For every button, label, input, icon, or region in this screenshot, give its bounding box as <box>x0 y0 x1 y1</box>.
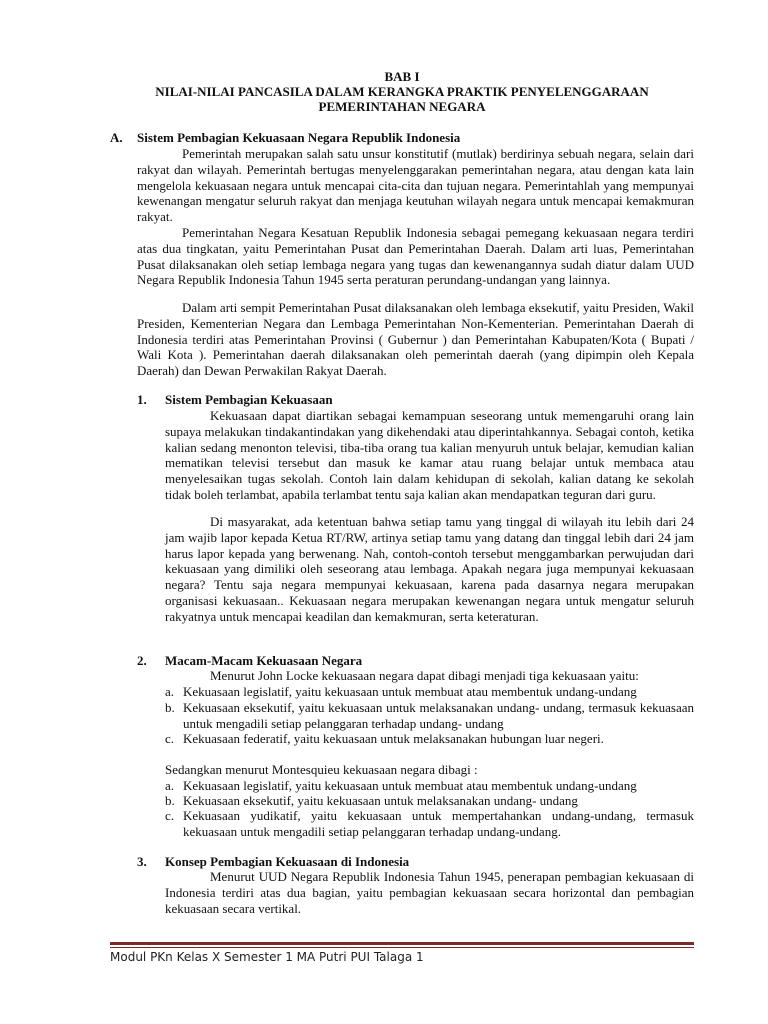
list-item <box>165 793 694 809</box>
chapter-label: BAB I <box>384 69 420 84</box>
footer-rule-thin <box>110 947 694 948</box>
section-a-paragraph-1: Pemerintah merupakan salah satu unsur konstitutif (mutlak) berdirinya sebuah negara, selain dari rakyat dan wilayah. Pemerintah bertugas menyelenggarakan pemerintahan negara, atau dengan kata lain mengelola kekuasaan negara untuk mencapai cita-cita dan tujuan negara. Pemerintahlah yang mempunyai kewenangan mengatur seluruh rakyat dan menjaga keutuhan wilayah negara untuk mencapai kemakmuran rakyat. <box>137 146 694 225</box>
footer-rule-thick <box>110 942 694 945</box>
list-marker: b. <box>165 793 175 808</box>
list-item <box>165 684 694 700</box>
chapter-title-line2: PEMERINTAHAN NEGARA <box>318 99 486 114</box>
list-marker: b. <box>165 700 175 715</box>
list-marker: a. <box>165 684 175 699</box>
list-item <box>165 778 694 794</box>
list-marker: c. <box>165 808 175 823</box>
sub2-intro: Menurut John Locke kekuasaan negara dapat dibagi menjadi tiga kekuasaan yaitu: <box>210 668 639 683</box>
list-text: Kekuasaan eksekutif, yaitu kekuasaan untuk melaksanakan undang- undang, termasuk kekuasaan untuk mengadili setiap pelanggaran terhadap undang- undang <box>183 700 694 731</box>
chapter-title-line1: NILAI-NILAI PANCASILA DALAM KERANGKA PRAKTIK PENYELENGGARAAN <box>155 84 649 99</box>
list-item <box>165 731 694 747</box>
section-a-number: A. <box>110 130 123 145</box>
sub3-paragraph: Menurut UUD Negara Republik Indonesia Tahun 1945, penerapan pembagian kekuasaan di Indonesia terdiri atas dua bagian, yaitu pembagian kekuasaan secara horizontal dan pembagian kekuasaan secara vertikal. <box>165 869 694 916</box>
section-a-paragraph-3: Dalam arti sempit Pemerintahan Pusat dilaksanakan oleh lembaga eksekutif, yaitu Presiden, Wakil Presiden, Kementerian Negara dan Lembaga Pemerintahan Non-Kementerian. Pemerintahan Daerah di Indonesia terdiri atas Pemerintahan Provinsi ( Gubernur ) dan Pemerintahan Kabupaten/Kota ( Bupati / Wali Kota ). Pemerintahan daerah dilaksanakan oleh pemerintah daerah (yang dipimpin oleh Kepala Daerah) dan Dewan Perwakilan Rakyat Daerah. <box>137 300 694 379</box>
list-text: Kekuasaan legislatif, yaitu kekuasaan untuk membuat atau membentuk undang-undang <box>183 778 637 793</box>
sub1-heading: Sistem Pembagian Kekuasaan <box>165 392 333 407</box>
section-a-paragraph-2: Pemerintahan Negara Kesatuan Republik Indonesia sebagai pemegang kekuasaan negara terdiri atas dua tingkatan, yaitu Pemerintahan Pusat dan Pemerintahan Daerah. Dalam arti luas, Pemerintahan Pusat dilaksanakan oleh setiap lembaga negara yang tugas dan kewenangannya sudah diatur dalam UUD Negara Republik Indonesia Tahun 1945 serta peraturan perundang-undangan yang lainnya. <box>137 225 694 288</box>
list-marker: c. <box>165 731 175 746</box>
footer-page-number: 1 <box>416 950 424 964</box>
montesquieu-intro: Sedangkan menurut Montesquieu kekuasaan negara dibagi : <box>165 762 478 777</box>
sub3-number: 3. <box>137 854 147 869</box>
list-text: Kekuasaan yudikatif, yaitu kekuasaan untuk mempertahankan undang-undang, termasuk kekuasaan untuk mengadili setiap pelanggaran terhadap undang-undang. <box>183 808 694 839</box>
list-item <box>165 700 694 732</box>
page-footer <box>110 950 424 964</box>
sub1-paragraph-2: Di masyarakat, ada ketentuan bahwa setiap tamu yang tinggal di wilayah itu lebih dari 24 jam wajib lapor kepada Ketua RT/RW, artinya setiap tamu yang datang dan tinggal lebih dari 24 jam harus lapor kepada yang berwenang. Nah, contoh-contoh tersebut menggambarkan perwujudan dari kekuasaan yang dimiliki oleh seseorang atau lembaga. Apakah negara juga mempunyai kekuasaan negara? Tentu saja negara mempunyai kekuasaan, karena pada dasarnya negara merupakan organisasi kekuasaan.. Kekuasaan negara merupakan kewenangan negara untuk mengatur seluruh rakyatnya untuk mencapai keadilan dan kemakmuran, serta keteraturan. <box>165 514 694 624</box>
sub2-heading: Macam-Macam Kekuasaan Negara <box>165 653 363 668</box>
sub3-heading: Konsep Pembagian Kekuasaan di Indonesia <box>165 854 410 869</box>
sub1-number: 1. <box>137 392 147 407</box>
section-a-title: Sistem Pembagian Kekuasaan Negara Republik Indonesia <box>137 130 461 145</box>
list-text: Kekuasaan eksekutif, yaitu kekuasaan untuk melaksanakan undang- undang <box>183 793 578 808</box>
list-item <box>165 808 694 840</box>
list-text: Kekuasaan federatif, yaitu kekuasaan untuk melaksanakan hubungan luar negeri. <box>183 731 604 746</box>
footer-module-label: Modul PKn Kelas X Semester 1 MA Putri PUI Talaga <box>110 950 413 964</box>
sub1-paragraph-1: Kekuasaan dapat diartikan sebagai kemampuan seseorang untuk memengaruhi orang lain supaya melakukan tindakantindakan yang dikehendaki atau diperintahkannya. Sebagai contoh, ketika kalian sedang menonton televisi, tiba-tiba orang tua kalian menyuruh untuk belajar, kemudian kalian mematikan televisi tersebut dan masuk ke kamar atau ruang belajar untuk membaca atau menyelesaikan tugas sekolah. Contoh lain dalam kehidupan di sekolah, kalian datang ke sekolah tidak boleh terlambat, apabila terlambat tentu saja kalian akan mendapatkan teguran dari guru. <box>165 408 694 502</box>
list-text: Kekuasaan legislatif, yaitu kekuasaan untuk membuat atau membentuk undang-undang <box>183 684 637 699</box>
list-marker: a. <box>165 778 175 793</box>
sub2-number: 2. <box>137 653 147 668</box>
